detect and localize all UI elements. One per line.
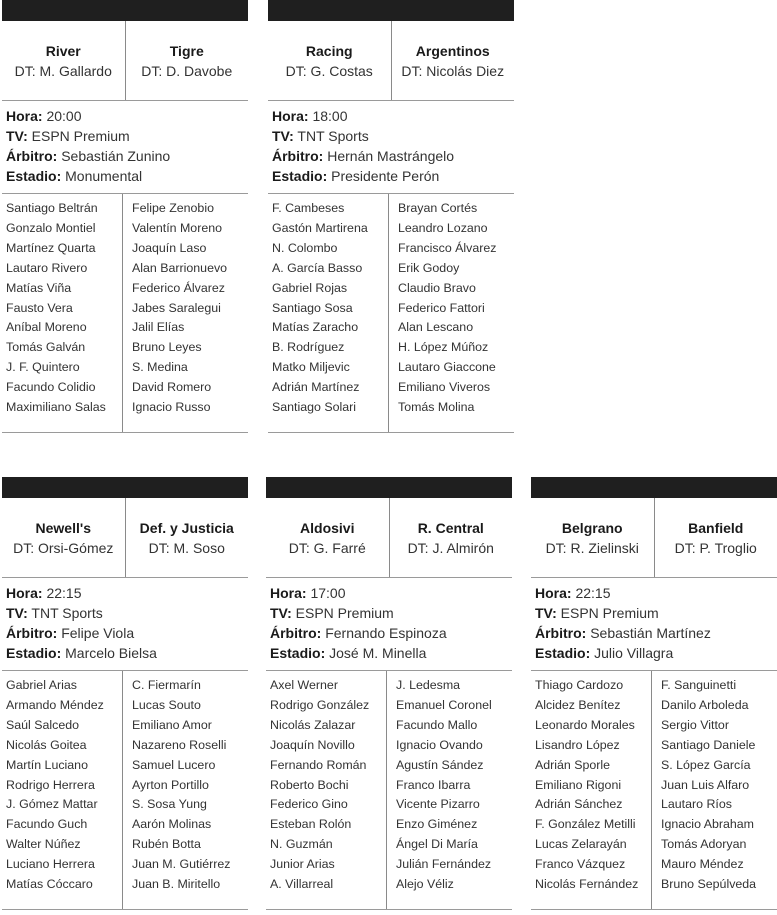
tv-value: ESPN Premium [295,605,394,621]
info-estadio [270,643,512,663]
estadio-label: Estadio: [272,168,328,184]
player-name: Tomás Galván [6,340,86,355]
player-name: Bruno Sepúlveda [661,877,757,892]
player-name: Nicolás Goitea [6,737,87,752]
player-name: Vicente Pizarro [396,797,480,812]
player-name: Matko Miljevic [272,360,350,375]
player-name: Junior Arias [270,857,335,872]
away-lineup [388,194,514,432]
info-tv [535,603,777,623]
player-name: Bruno Leyes [132,340,202,355]
player-name: Claudio Bravo [398,280,476,295]
home-lineup [268,194,388,432]
info-hora [272,106,514,126]
hora-label: Hora: [535,585,572,601]
player-name: David Romero [132,380,212,395]
player-name: Adrián Martínez [272,380,360,395]
player-name: Matías Cóccaro [6,877,93,892]
home-coach: DT: Orsi-Gómez [13,539,114,556]
away-team [125,498,249,577]
info-arbitro [535,623,777,643]
info-estadio [6,166,248,186]
away-team [391,21,515,100]
player-name: Aníbal Moreno [6,320,87,335]
hora-value: 17:00 [310,585,346,601]
player-name: Facundo Guch [6,817,88,832]
player-name: Lautaro Rivero [6,260,88,275]
player-name: Samuel Lucero [132,757,216,772]
player-name: Federico Fattori [398,300,485,315]
hora-value: 20:00 [46,108,82,124]
tv-value: TNT Sports [297,128,369,144]
home-coach: DT: M. Gallardo [14,62,112,79]
player-name: F. Sanguinetti [661,678,737,692]
away-team-name: Argentinos [415,42,490,59]
player-name: N. Colombo [272,240,338,255]
player-name: Federico Álvarez [132,280,225,295]
away-team-name: R. Central [417,519,484,536]
home-team-name: Aldosivi [300,519,355,536]
player-name: J. Gómez Mattar [6,797,98,812]
player-name: Ignacio Russo [132,400,211,415]
player-name: Alan Barrionuevo [132,260,228,275]
estadio-label: Estadio: [270,645,326,661]
header-bar [2,477,248,498]
match-card [268,0,514,433]
lineups [2,194,248,433]
player-name: Enzo Giménez [396,817,478,832]
player-name: Brayan Cortés [398,201,478,215]
player-name: Franco Ibarra [396,777,471,792]
player-name: S. Medina [132,360,188,375]
lineups [268,194,514,433]
player-name: Aarón Molinas [132,817,212,832]
player-name: Gabriel Rojas [272,280,348,295]
match-info [268,101,514,194]
match-info [531,578,777,671]
player-name: Santiago Beltrán [6,201,98,215]
home-coach: DT: G. Costas [285,62,373,79]
player-name: Maximiliano Salas [6,400,106,415]
player-name: Franco Vázquez [535,857,626,872]
estadio-value: José M. Minella [329,645,427,661]
header-bar [266,477,512,498]
player-name: B. Rodríguez [272,340,345,355]
match-card [531,477,777,910]
player-name: Juan M. Gutiérrez [132,857,231,872]
tv-label: TV: [6,128,28,144]
match-card [2,0,248,433]
info-arbitro [6,623,248,643]
header-bar [531,477,777,498]
away-team [125,21,249,100]
away-lineup [122,194,248,432]
home-team-name: Racing [305,42,353,59]
player-name: Lautaro Giaccone [398,360,496,375]
player-name: Francisco Álvarez [398,240,497,255]
player-name: Walter Núñez [6,837,81,852]
player-name: Matías Viña [6,280,72,295]
home-team-name: Newell's [35,519,91,536]
away-coach: DT: P. Troglio [674,539,757,556]
arbitro-value: Sebastián Zunino [61,148,171,164]
home-lineup [266,671,386,909]
info-hora [6,583,248,603]
tv-value: ESPN Premium [560,605,659,621]
away-team-name: Banfield [688,519,744,536]
info-hora [535,583,777,603]
arbitro-label: Árbitro: [6,148,58,164]
hora-value: 22:15 [575,585,611,601]
info-hora [270,583,512,603]
estadio-label: Estadio: [6,168,62,184]
info-tv [6,126,248,146]
home-coach: DT: R. Zielinski [545,539,639,556]
player-name: Leandro Lozano [398,220,488,235]
player-name: Joaquín Laso [132,240,207,255]
player-name: Facundo Mallo [396,717,478,732]
arbitro-value: Hernán Mastrángelo [327,148,455,164]
info-estadio [535,643,777,663]
player-name: Gastón Martirena [272,220,368,235]
away-team-name: Tigre [169,42,204,59]
arbitro-label: Árbitro: [6,625,58,641]
player-name: Alan Lescano [398,320,474,335]
player-name: Esteban Rolón [270,817,352,832]
player-name: Facundo Colidio [6,380,96,395]
match-info [2,578,248,671]
away-team [389,498,513,577]
header-bar [268,0,514,21]
player-name: Erik Godoy [398,260,460,275]
arbitro-value: Fernando Espinoza [325,625,447,641]
player-name: Julián Fernández [396,857,492,872]
home-team [2,498,125,577]
estadio-value: Presidente Perón [331,168,440,184]
player-name: Adrián Sporle [535,757,611,772]
player-name: Axel Werner [270,678,338,692]
home-coach: DT: G. Farré [288,539,366,556]
home-lineup [2,194,122,432]
player-name: S. López García [661,757,751,772]
player-name: N. Guzmán [270,837,333,852]
player-name: Nicolás Fernández [535,877,639,892]
player-name: Ignacio Ovando [396,737,483,752]
tv-label: TV: [535,605,557,621]
player-name: Ángel Di María [396,837,478,852]
player-name: Alcidez Benítez [535,697,621,712]
player-name: Emiliano Rigoni [535,777,622,792]
arbitro-value: Sebastián Martínez [590,625,711,641]
tv-value: TNT Sports [31,605,103,621]
away-team-name: Def. y Justicia [139,519,234,536]
info-estadio [272,166,514,186]
estadio-value: Monumental [65,168,143,184]
info-arbitro [270,623,512,643]
teams-row [268,21,514,101]
player-name: Nicolás Zalazar [270,717,356,732]
player-name: Mauro Méndez [661,857,744,872]
player-name: Lautaro Ríos [661,797,732,812]
player-name: Fausto Vera [6,300,73,315]
match-card [266,477,512,910]
player-name: Thiago Cardozo [535,678,624,692]
player-name: Roberto Bochi [270,777,349,792]
player-name: Adrián Sánchez [535,797,623,812]
player-name: Rubén Botta [132,837,201,852]
player-name: Ayrton Portillo [132,777,209,792]
player-name: Martínez Quarta [6,240,96,255]
match-info [2,101,248,194]
teams-row [531,498,777,578]
player-name: Gabriel Arias [6,678,77,692]
home-lineup [531,671,651,909]
arbitro-label: Árbitro: [272,148,324,164]
player-name: Federico Gino [270,797,348,812]
teams-row [266,498,512,578]
player-name: Lucas Zelarayán [535,837,627,852]
info-estadio [6,643,248,663]
lineups [531,671,777,910]
home-team [531,498,654,577]
hora-value: 22:15 [46,585,82,601]
arbitro-label: Árbitro: [535,625,587,641]
player-name: F. Cambeses [272,201,345,215]
player-name: Matías Zaracho [272,320,359,335]
info-arbitro [6,146,248,166]
player-name: Armando Méndez [6,697,104,712]
player-name: Santiago Sosa [272,300,353,315]
player-name: Luciano Herrera [6,857,95,872]
player-name: Lisandro López [535,737,620,752]
estadio-value: Julio Villagra [594,645,674,661]
player-name: Tomás Molina [398,400,475,415]
hora-label: Hora: [272,108,309,124]
away-coach: DT: J. Almirón [407,539,494,556]
home-team-name: River [45,42,81,59]
estadio-label: Estadio: [535,645,591,661]
player-name: Tomás Adoryan [661,837,747,852]
tv-label: TV: [6,605,28,621]
away-coach: DT: D. Davobe [141,62,233,79]
header-bar [2,0,248,21]
player-name: Juan Luis Alfaro [661,777,750,792]
info-tv [270,603,512,623]
hora-label: Hora: [6,585,43,601]
estadio-value: Marcelo Bielsa [65,645,157,661]
home-team-name: Belgrano [561,519,623,536]
player-name: Valentín Moreno [132,220,223,235]
player-name: Ignacio Abraham [661,817,754,832]
player-name: Rodrigo Herrera [6,777,95,792]
arbitro-value: Felipe Viola [61,625,135,641]
player-name: Fernando Román [270,757,367,772]
player-name: Lucas Souto [132,697,201,712]
home-lineup [2,671,122,909]
lineups [2,671,248,910]
away-team [654,498,777,577]
lineups [266,671,512,910]
info-hora [6,106,248,126]
player-name: Juan B. Miritello [132,877,221,892]
player-name: Leonardo Morales [535,717,635,732]
player-name: Emanuel Coronel [396,697,492,712]
player-name: Danilo Arboleda [661,697,749,712]
home-team [266,498,389,577]
away-lineup [386,671,512,909]
info-tv [272,126,514,146]
home-team [268,21,391,100]
player-name: Santiago Daniele [661,737,756,752]
player-name: C. Fiermarín [132,678,201,692]
player-name: Jalil Elías [132,320,185,335]
tv-label: TV: [272,128,294,144]
match-card [2,477,248,910]
player-name: Agustín Sández [396,757,484,772]
match-info [266,578,512,671]
player-name: Emiliano Amor [132,717,212,732]
player-name: Jabes Saralegui [132,300,221,315]
hora-label: Hora: [270,585,307,601]
player-name: S. Sosa Yung [132,797,207,812]
away-coach: DT: M. Soso [148,539,225,556]
hora-value: 18:00 [312,108,348,124]
tv-label: TV: [270,605,292,621]
arbitro-label: Árbitro: [270,625,322,641]
player-name: Sergio Vittor [661,717,729,732]
player-name: A. García Basso [272,260,363,275]
player-name: A. Villarreal [270,877,334,892]
teams-row [2,498,248,578]
player-name: Gonzalo Montiel [6,220,96,235]
player-name: Martín Luciano [6,757,88,772]
away-lineup [122,671,248,909]
estadio-label: Estadio: [6,645,62,661]
player-name: Felipe Zenobio [132,201,214,215]
player-name: Joaquín Novillo [270,737,355,752]
player-name: Nazareno Roselli [132,737,227,752]
home-team [2,21,125,100]
hora-label: Hora: [6,108,43,124]
player-name: Alejo Véliz [396,877,454,892]
player-name: Emiliano Viveros [398,380,491,395]
player-name: H. López Múñoz [398,340,489,355]
tv-value: ESPN Premium [31,128,130,144]
info-arbitro [272,146,514,166]
player-name: F. González Metilli [535,817,636,832]
away-coach: DT: Nicolás Diez [401,62,505,79]
player-name: Santiago Solari [272,400,357,415]
player-name: Saúl Salcedo [6,717,80,732]
away-lineup [651,671,777,909]
player-name: J. Ledesma [396,678,461,692]
info-tv [6,603,248,623]
teams-row [2,21,248,101]
player-name: Rodrigo González [270,697,370,712]
player-name: J. F. Quintero [6,360,80,375]
